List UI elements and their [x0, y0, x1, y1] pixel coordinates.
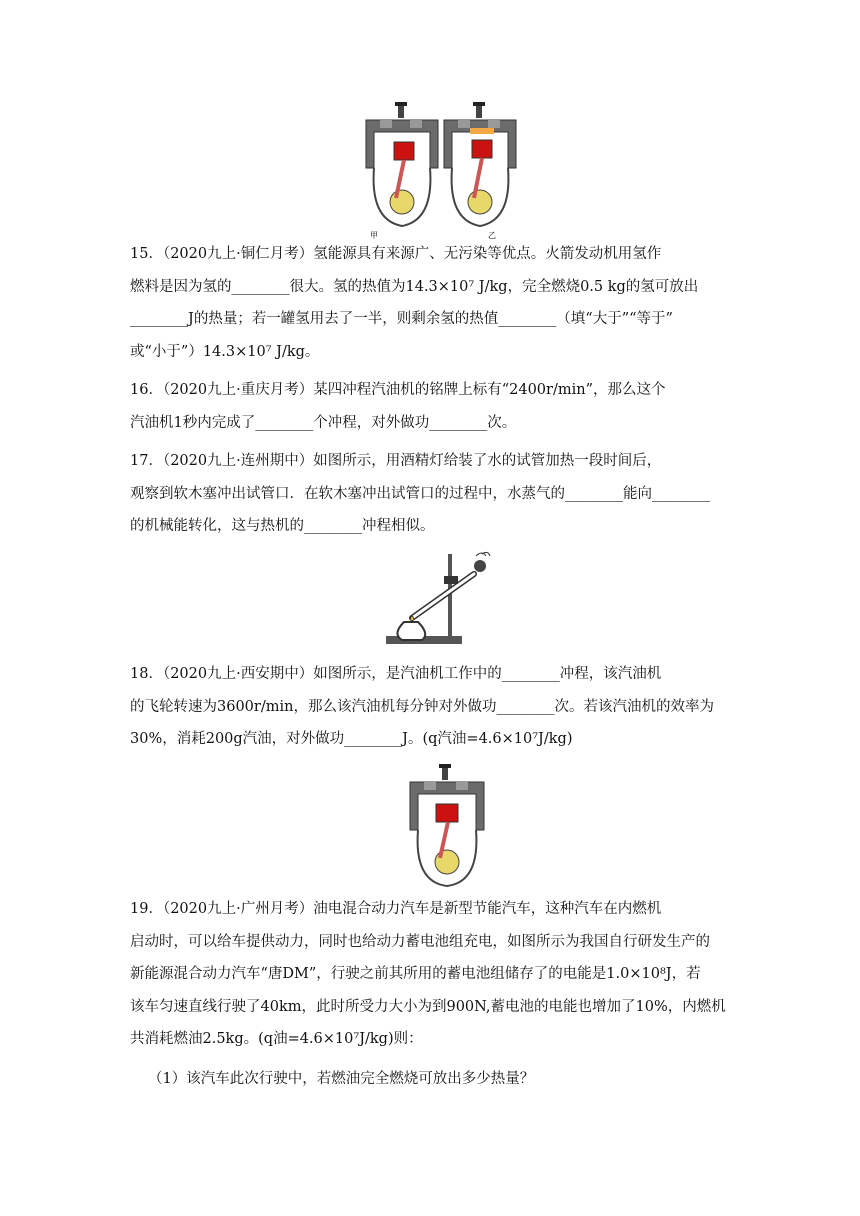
question-19-line-1: 19．（2020九上·广州月考）油电混合动力汽车是新型节能汽车，这种汽车在内燃机 [130, 901, 662, 917]
question-17-line-3: 的机械能转化，这与热机的________冲程相似。 [130, 518, 435, 534]
engine-left-label: 甲 [370, 231, 378, 240]
question-15-line-2: 燃料是因为氢的________很大。氢的热值为14.3×10⁷ J/kg，完全燃烧0.5 kg的氢可放出 [130, 278, 699, 295]
question-15-line-3: ________J的热量；若一罐氢用去了一半，则剩余氢的热值________（填“大于”“等于” [130, 311, 673, 327]
question-18-line-2: 的飞轮转速为3600r/min，那么该汽油机每分钟对外做功________次。若该汽油机的效率为 [130, 698, 714, 715]
question-15 [130, 238, 730, 368]
question-17 [130, 445, 730, 543]
question-16 [130, 374, 730, 439]
question-19-line-2: 启动时，可以给车提供动力，同时也给动力蓄电池组充电，如图所示为我国自行研发生产的 [130, 933, 710, 950]
engine-left-diagram [366, 102, 438, 226]
question-19-line-4: 该车匀速直线行驶了40km，此时所受力大小为到900N,蓄电池的电能也增加了10%，内燃机 [130, 998, 726, 1015]
question-17-line-2: 观察到软木塞冲出试管口．在软木塞冲出试管口的过程中，水蒸气的________能向________ [130, 485, 710, 502]
engine-single-figure [406, 764, 488, 888]
question-15-line-4: 或“小于”）14.3×10⁷ J/kg。 [130, 343, 320, 360]
question-19-line-5: 共消耗燃油2.5kg。(q油=4.6×10⁷J/kg)则： [130, 1031, 423, 1047]
question-17-line-1: 17．（2020九上·连州期中）如图所示，用酒精灯给装了水的试管加热一段时间后， [130, 453, 662, 469]
question-16-line-2: 汽油机1秒内完成了________个冲程，对外做功________次。 [130, 414, 517, 431]
engine-right-diagram [444, 102, 516, 226]
question-18 [130, 658, 730, 756]
question-18-line-3: 30%，消耗200g汽油，对外做功________J。(q汽油=4.6×10⁷J/kg) [130, 731, 573, 747]
question-19-line-3: 新能源混合动力汽车“唐DM”，行驶之前其所用的蓄电池组储存了的电能是1.0×10⁸J，若 [130, 966, 701, 982]
question-19-sub-1: （1）该汽车此次行驶中，若燃油完全燃烧可放出多少热量？ [148, 1071, 535, 1087]
question-18-line-1: 18．（2020九上·西安期中）如图所示，是汽油机工作中的________冲程，该汽油机 [130, 666, 662, 682]
question-19 [130, 893, 730, 1056]
test-tube-heating-figure [382, 548, 492, 648]
engine-right-label: 乙 [488, 231, 496, 240]
question-16-line-1: 16．（2020九上·重庆月考）某四冲程汽油机的铭牌上标有“2400r/min”，那么这个 [130, 382, 666, 398]
question-15-line-1: 15．（2020九上·铜仁月考）氢能源具有来源广、无污染等优点。火箭发动机用氢作 [130, 246, 662, 262]
engine-pair-figure [360, 98, 520, 240]
